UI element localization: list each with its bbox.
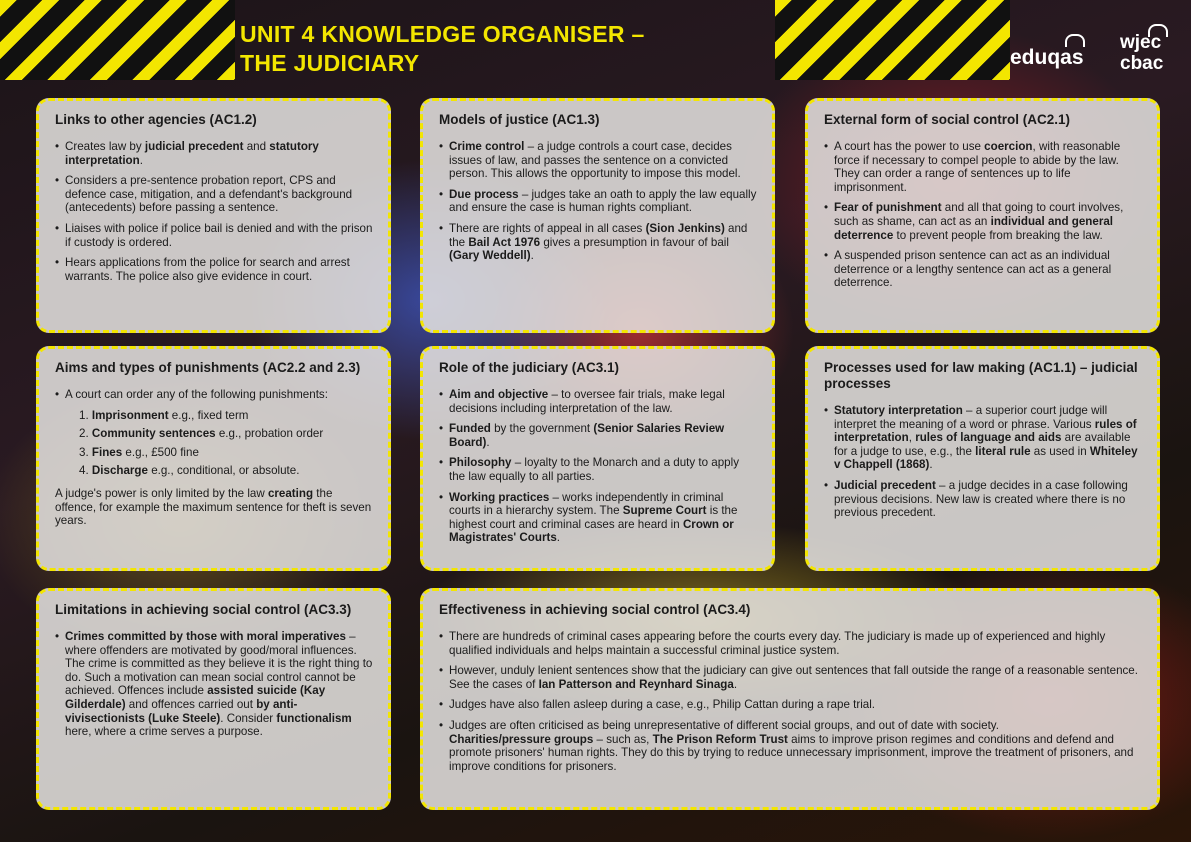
list-item: • Fear of punishment and all that going to court involves, such as shame, can act as an individual and general deterrence to prevent people from breaking the law.	[824, 201, 1143, 242]
list-item: • Philosophy – loyalty to the Monarch and a duty to apply the law equally to all parties.	[439, 456, 758, 483]
card-links-to-other-agencies	[36, 98, 391, 333]
aims-paragraph: A judge's power is only limited by the law creating the offence, for example the maximum sentence for theft is seven years.	[55, 486, 372, 528]
card-limitations-in-social-control	[36, 588, 391, 810]
page-title	[240, 20, 760, 78]
list-item: • A suspended prison sentence can act as an individual deterrence or a lengthy sentence can act as a general deterrence.	[824, 249, 1143, 290]
list-item: • Aim and objective – to oversee fair trials, make legal decisions including interpretation of the law.	[439, 388, 758, 415]
punishment-item: 4. Discharge e.g., conditional, or absolute.	[79, 464, 300, 478]
card-title: Aims and types of punishments (AC2.2 and 2.3)	[55, 360, 361, 375]
card-title: Role of the judiciary (AC3.1)	[439, 360, 620, 375]
list-item: • Hears applications from the police for search and arrest warrants. The police also give evidence in court.	[55, 256, 374, 283]
list-item: • Liaises with police if police bail is denied and with the prison if custody is ordered.	[55, 222, 374, 249]
list-item: • Crimes committed by those with moral imperatives – where offenders are motivated by good/moral influences. The crime is committed as they believe it is the right thing to do. Such a motivation can mean social control cannot be achieved. Offences include assisted suicide (Kay Gilderdale) and offences carried out by anti-vivisectionists (Luke Steele). Consider functionalism here, where a crime serves a purpose.	[55, 630, 374, 739]
list-item: • A court has the power to use coercion, with reasonable force if necessary to compel people to abide by the law. They can order a range of sentences up to life imprisonment.	[824, 140, 1143, 194]
card-title: Limitations in achieving social control (AC3.3)	[55, 602, 352, 617]
card-processes-for-law-making	[805, 346, 1160, 571]
card-aims-and-types-of-punishments	[36, 346, 391, 571]
logos	[1010, 28, 1180, 82]
list-item: • Working practices – works independently in criminal courts in a hierarchy system. The Supreme Court is the highest court and criminal cases are heard in Crown or Magistrates' Courts.	[439, 491, 758, 545]
punishment-item: 2. Community sentences e.g., probation order	[79, 427, 324, 441]
card-title: External form of social control (AC2.1)	[824, 112, 1071, 127]
list-item: • Considers a pre-sentence probation report, CPS and defence case, mitigation, and a defendant's background (antecedents) before passing a sentence.	[55, 174, 374, 215]
list-item: • A court can order any of the following punishments:	[55, 388, 374, 402]
punishment-list	[55, 409, 374, 478]
card-models-of-justice	[420, 98, 775, 333]
punishment-item: 1. Imprisonment e.g., fixed term	[79, 408, 249, 422]
list-item: • Crime control – a judge controls a court case, decides issues of law, and passes the sentence on a convicted person. This allows the opportunity to impose this model.	[439, 140, 758, 181]
list-item: • There are hundreds of criminal cases appearing before the courts every day. The judiciary is made up of experienced and highly qualified individuals and helps maintain a successful criminal justice system.	[439, 630, 1143, 657]
list-item: • Judges are often criticised as being unrepresentative of different social groups, and out of date with society. Charities/pressure groups – such as, The Prison Reform Trust aims to improve prison regimes and conditions and defend and promote prisoners' human rights. They do this by trying to reduce unnecessary imprisonment, improve the treatment of prisoners, and improve conditions for prisoners.	[439, 719, 1143, 773]
list-item: • Judicial precedent – a judge decides in a case following previous decisions. New law is created where there is no previous precedent.	[824, 479, 1143, 520]
card-external-social-control	[805, 98, 1160, 333]
card-role-of-the-judiciary	[420, 346, 775, 571]
cbac-text: cbac	[1120, 53, 1164, 74]
list-item: • Due process – judges take an oath to apply the law equally and ensure the case is human rights compliant.	[439, 188, 758, 215]
list-item: • There are rights of appeal in all cases (Sion Jenkins) and the Bail Act 1976 gives a presumption in favour of bail (Gary Weddell).	[439, 222, 758, 263]
list-item: • Funded by the government (Senior Salaries Review Board).	[439, 422, 758, 449]
card-title: Models of justice (AC1.3)	[439, 112, 600, 127]
list-item: • Judges have also fallen asleep during a case, e.g., Philip Cattan during a rape trial.	[439, 698, 1143, 712]
hazard-stripes-left	[0, 0, 235, 80]
hazard-stripes-right	[775, 0, 1010, 80]
card-title: Processes used for law making (AC1.1) – judicial processes	[824, 360, 1138, 391]
card-effectiveness-in-social-control	[420, 588, 1160, 810]
punishment-item: 3. Fines e.g., £500 fine	[79, 445, 199, 459]
wjec-cbac-logo	[1120, 32, 1163, 74]
card-title: Links to other agencies (AC1.2)	[55, 112, 257, 127]
list-item: • Statutory interpretation – a superior court judge will interpret the meaning of a word or phrase. Various rules of interpretation, rules of language and aids are available for a judge to use, e.g., the literal rule as used in Whiteley v Chappell (1868).	[824, 404, 1143, 472]
eduqas-logo: eduqas	[1010, 46, 1084, 69]
page-title-line2: THE JUDICIARY	[240, 50, 420, 76]
list-item: • Creates law by judicial precedent and statutory interpretation.	[55, 140, 374, 167]
card-title: Effectiveness in achieving social control (AC3.4)	[439, 602, 751, 617]
page-title-line1: UNIT 4 KNOWLEDGE ORGANISER –	[240, 21, 645, 47]
list-item: • However, unduly lenient sentences show that the judiciary can give out sentences that fall outside the range of a reasonable sentence. See the cases of Ian Patterson and Reynhard Sinaga.	[439, 664, 1143, 691]
wjec-text: wjec	[1120, 32, 1162, 53]
